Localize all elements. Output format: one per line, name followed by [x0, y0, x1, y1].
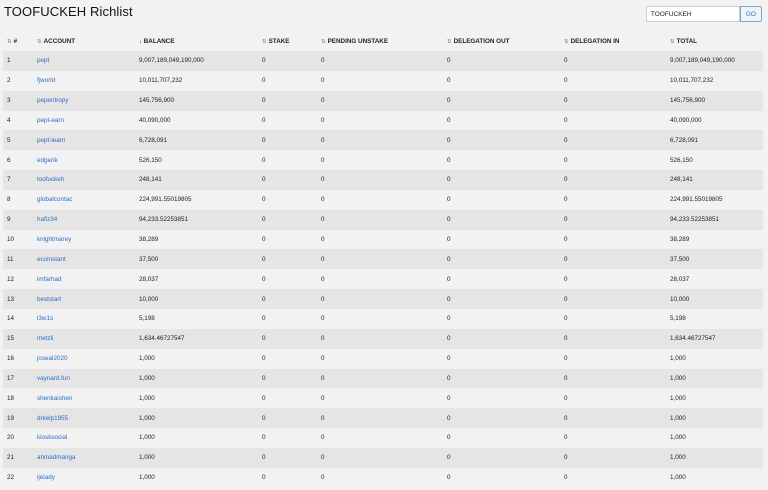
rank-cell: 19: [3, 408, 33, 428]
delegation-out-cell: 0: [443, 388, 560, 408]
delegation-out-cell: 0: [443, 230, 560, 250]
column-header-delegation-in[interactable]: ⇅ DELEGATION IN: [564, 38, 620, 45]
delegation-in-cell: 0: [560, 130, 666, 150]
rank-cell: 12: [3, 269, 33, 289]
account-link[interactable]: kiosksocial: [37, 434, 68, 442]
balance-cell: 1,000: [135, 408, 258, 428]
stake-cell: 0: [258, 448, 317, 468]
pending-unstake-cell: 0: [317, 111, 443, 131]
pending-unstake-cell: 0: [317, 309, 443, 329]
delegation-in-cell: 0: [560, 369, 666, 389]
stake-cell: 0: [258, 190, 317, 210]
stake-cell: 0: [258, 230, 317, 250]
delegation-in-cell: 0: [560, 329, 666, 349]
total-cell: 1,000: [666, 448, 763, 468]
account-cell: [33, 388, 135, 408]
account-link[interactable]: pept-earn: [37, 116, 64, 124]
delegation-in-cell: 0: [560, 150, 666, 170]
delegation-out-cell: 0: [443, 111, 560, 131]
delegation-in-cell: 0: [560, 230, 666, 250]
rank-cell: 18: [3, 388, 33, 408]
sort-icon: ⇅: [321, 39, 326, 45]
rank-cell: 1: [3, 51, 33, 71]
delegation-out-cell: 0: [443, 190, 560, 210]
delegation-in-cell: 0: [560, 468, 666, 488]
stake-cell: 0: [258, 71, 317, 91]
account-link[interactable]: beststart: [37, 295, 62, 303]
delegation-in-cell: 0: [560, 170, 666, 190]
balance-cell: 10,000: [135, 289, 258, 309]
balance-cell: 94,233.52253851: [135, 210, 258, 230]
account-link[interactable]: ijelady: [37, 474, 55, 482]
richlist-table: [3, 32, 763, 488]
pending-unstake-cell: 0: [317, 468, 443, 488]
balance-cell: 37,500: [135, 249, 258, 269]
balance-cell: 6,728,091: [135, 130, 258, 150]
account-link[interactable]: hafiz34: [37, 216, 58, 224]
table-row: [3, 408, 763, 428]
stake-cell: 0: [258, 289, 317, 309]
pending-unstake-cell: 0: [317, 230, 443, 250]
search-bar: [646, 6, 762, 22]
pending-unstake-cell: 0: [317, 428, 443, 448]
account-cell: [33, 408, 135, 428]
balance-cell: 5,198: [135, 309, 258, 329]
pending-unstake-cell: 0: [317, 51, 443, 71]
account-link[interactable]: metzli: [37, 335, 54, 343]
rank-cell: 2: [3, 71, 33, 91]
total-cell: 6,728,091: [666, 130, 763, 150]
pending-unstake-cell: 0: [317, 408, 443, 428]
total-cell: 224,991.55019805: [666, 190, 763, 210]
table-row: [3, 150, 763, 170]
pending-unstake-cell: 0: [317, 329, 443, 349]
rank-cell: 13: [3, 289, 33, 309]
total-cell: 10,011,707,232: [666, 71, 763, 91]
account-cell: [33, 448, 135, 468]
total-cell: 37,500: [666, 249, 763, 269]
rank-cell: 16: [3, 349, 33, 369]
balance-cell: 1,634.46727547: [135, 329, 258, 349]
account-cell: [33, 71, 135, 91]
delegation-in-cell: 0: [560, 448, 666, 468]
pending-unstake-cell: 0: [317, 349, 443, 369]
account-cell: [33, 150, 135, 170]
account-link[interactable]: knightmarey: [37, 236, 72, 244]
delegation-out-cell: 0: [443, 269, 560, 289]
account-link[interactable]: drkelp1955: [37, 414, 69, 422]
delegation-out-cell: 0: [443, 428, 560, 448]
stake-cell: 0: [258, 329, 317, 349]
delegation-out-cell: 0: [443, 210, 560, 230]
stake-cell: 0: [258, 388, 317, 408]
pending-unstake-cell: 0: [317, 190, 443, 210]
table-row: [3, 289, 763, 309]
delegation-in-cell: 0: [560, 428, 666, 448]
balance-cell: 1,000: [135, 349, 258, 369]
rank-cell: 6: [3, 150, 33, 170]
rank-cell: 21: [3, 448, 33, 468]
table-row: [3, 210, 763, 230]
search-input[interactable]: [646, 6, 740, 22]
stake-cell: 0: [258, 428, 317, 448]
total-cell: 1,634.46727547: [666, 329, 763, 349]
table-row: [3, 71, 763, 91]
table-row: [3, 230, 763, 250]
delegation-in-cell: 0: [560, 408, 666, 428]
account-link[interactable]: ahmadmanga: [37, 454, 76, 462]
column-header-rank[interactable]: ⇅ #: [7, 38, 18, 45]
balance-cell: 1,000: [135, 428, 258, 448]
table-row: [3, 249, 763, 269]
delegation-out-cell: 0: [443, 51, 560, 71]
stake-cell: 0: [258, 468, 317, 488]
rank-cell: 4: [3, 111, 33, 131]
balance-cell: 224,991.55019805: [135, 190, 258, 210]
table-header-row: [3, 32, 763, 51]
column-header-account[interactable]: ⇅ ACCOUNT: [37, 38, 76, 45]
table-row: [3, 388, 763, 408]
table-row: [3, 468, 763, 488]
table-row: [3, 51, 763, 71]
total-cell: 145,756,900: [666, 91, 763, 111]
account-link[interactable]: fjworld: [37, 77, 56, 85]
balance-cell: 145,756,900: [135, 91, 258, 111]
delegation-in-cell: 0: [560, 349, 666, 369]
account-cell: [33, 111, 135, 131]
total-cell: 1,000: [666, 349, 763, 369]
pending-unstake-cell: 0: [317, 369, 443, 389]
delegation-out-cell: 0: [443, 408, 560, 428]
table-row: [3, 190, 763, 210]
page-title: TOOFUCKEH Richlist: [4, 4, 133, 19]
stake-cell: 0: [258, 408, 317, 428]
sort-icon: ⇅: [37, 39, 42, 45]
delegation-out-cell: 0: [443, 309, 560, 329]
total-cell: 1,000: [666, 388, 763, 408]
account-cell: [33, 210, 135, 230]
delegation-out-cell: 0: [443, 71, 560, 91]
total-cell: 10,000: [666, 289, 763, 309]
total-cell: 526,150: [666, 150, 763, 170]
sort-icon: ⇅: [447, 39, 452, 45]
account-cell: [33, 289, 135, 309]
account-link[interactable]: pepentropy: [37, 97, 69, 105]
pending-unstake-cell: 0: [317, 388, 443, 408]
delegation-out-cell: 0: [443, 150, 560, 170]
pending-unstake-cell: 0: [317, 170, 443, 190]
stake-cell: 0: [258, 210, 317, 230]
table-row: [3, 269, 763, 289]
account-cell: [33, 428, 135, 448]
account-cell: [33, 249, 135, 269]
table-row: [3, 309, 763, 329]
total-cell: 40,090,000: [666, 111, 763, 131]
delegation-in-cell: 0: [560, 309, 666, 329]
account-cell: [33, 51, 135, 71]
delegation-in-cell: 0: [560, 111, 666, 131]
table-row: [3, 91, 763, 111]
rank-cell: 17: [3, 369, 33, 389]
rank-cell: 8: [3, 190, 33, 210]
rank-cell: 3: [3, 91, 33, 111]
sort-icon: ⇅: [670, 39, 675, 45]
column-header-balance[interactable]: ↓ BALANCE: [139, 38, 175, 45]
pending-unstake-cell: 0: [317, 150, 443, 170]
account-cell: [33, 130, 135, 150]
balance-cell: 526,150: [135, 150, 258, 170]
delegation-in-cell: 0: [560, 269, 666, 289]
delegation-in-cell: 0: [560, 51, 666, 71]
column-header-stake[interactable]: ⇅ STAKE: [262, 38, 290, 45]
account-cell: [33, 329, 135, 349]
delegation-out-cell: 0: [443, 448, 560, 468]
pending-unstake-cell: 0: [317, 71, 443, 91]
delegation-out-cell: 0: [443, 289, 560, 309]
table-row: [3, 130, 763, 150]
table-row: [3, 369, 763, 389]
account-cell: [33, 349, 135, 369]
balance-cell: 10,011,707,232: [135, 71, 258, 91]
pending-unstake-cell: 0: [317, 130, 443, 150]
delegation-out-cell: 0: [443, 468, 560, 488]
total-cell: 1,000: [666, 468, 763, 488]
account-link[interactable]: toofuckeh: [37, 176, 65, 184]
account-cell: [33, 309, 135, 329]
sort-icon: ⇅: [564, 39, 569, 45]
table-row: [3, 111, 763, 131]
rank-cell: 5: [3, 130, 33, 150]
sort-icon: ⇅: [7, 39, 12, 45]
rank-cell: 9: [3, 210, 33, 230]
stake-cell: 0: [258, 369, 317, 389]
delegation-out-cell: 0: [443, 130, 560, 150]
stake-cell: 0: [258, 91, 317, 111]
delegation-out-cell: 0: [443, 349, 560, 369]
table-row: [3, 329, 763, 349]
balance-cell: 248,141: [135, 170, 258, 190]
total-cell: 9,007,189,049,190,000: [666, 51, 763, 71]
delegation-out-cell: 0: [443, 91, 560, 111]
balance-cell: 9,007,189,049,190,000: [135, 51, 258, 71]
account-cell: [33, 170, 135, 190]
delegation-out-cell: 0: [443, 170, 560, 190]
delegation-in-cell: 0: [560, 190, 666, 210]
delegation-out-cell: 0: [443, 249, 560, 269]
stake-cell: 0: [258, 51, 317, 71]
total-cell: 5,198: [666, 309, 763, 329]
account-cell: [33, 468, 135, 488]
rank-cell: 15: [3, 329, 33, 349]
pending-unstake-cell: 0: [317, 448, 443, 468]
pending-unstake-cell: 0: [317, 210, 443, 230]
total-cell: 38,289: [666, 230, 763, 250]
table-row: [3, 170, 763, 190]
account-link[interactable]: joseal2020: [37, 355, 68, 363]
account-link[interactable]: pept: [37, 57, 50, 65]
delegation-out-cell: 0: [443, 369, 560, 389]
total-cell: 1,000: [666, 428, 763, 448]
account-cell: [33, 369, 135, 389]
column-header-total[interactable]: ⇅ TOTAL: [670, 38, 698, 45]
balance-cell: 1,000: [135, 369, 258, 389]
balance-cell: 40,090,000: [135, 111, 258, 131]
table-row: [3, 448, 763, 468]
pending-unstake-cell: 0: [317, 249, 443, 269]
total-cell: 28,037: [666, 269, 763, 289]
table-row: [3, 349, 763, 369]
balance-cell: 1,000: [135, 388, 258, 408]
delegation-in-cell: 0: [560, 210, 666, 230]
account-cell: [33, 269, 135, 289]
total-cell: 248,141: [666, 170, 763, 190]
account-link[interactable]: l3w1s: [37, 315, 54, 323]
stake-cell: 0: [258, 130, 317, 150]
table-row: [3, 428, 763, 448]
delegation-in-cell: 0: [560, 249, 666, 269]
stake-cell: 0: [258, 111, 317, 131]
sort-desc-icon: ↓: [139, 39, 142, 45]
stake-cell: 0: [258, 349, 317, 369]
stake-cell: 0: [258, 309, 317, 329]
account-cell: [33, 230, 135, 250]
delegation-in-cell: 0: [560, 91, 666, 111]
account-cell: [33, 190, 135, 210]
pending-unstake-cell: 0: [317, 289, 443, 309]
rank-cell: 20: [3, 428, 33, 448]
delegation-in-cell: 0: [560, 289, 666, 309]
rank-cell: 22: [3, 468, 33, 488]
stake-cell: 0: [258, 170, 317, 190]
account-link[interactable]: edgerik: [37, 156, 58, 164]
pending-unstake-cell: 0: [317, 91, 443, 111]
total-cell: 1,000: [666, 369, 763, 389]
pending-unstake-cell: 0: [317, 269, 443, 289]
balance-cell: 1,000: [135, 448, 258, 468]
account-link[interactable]: ecoinstant: [37, 255, 66, 263]
account-link[interactable]: pept-learn: [37, 136, 66, 144]
column-header-pending-unstake[interactable]: ⇅ PENDING UNSTAKE: [321, 38, 389, 45]
delegation-in-cell: 0: [560, 388, 666, 408]
balance-cell: 28,037: [135, 269, 258, 289]
stake-cell: 0: [258, 150, 317, 170]
account-link[interactable]: imfarhad: [37, 275, 62, 283]
account-link[interactable]: shenkaishen: [37, 394, 73, 402]
account-link[interactable]: globalcontac: [37, 196, 73, 204]
rank-cell: 14: [3, 309, 33, 329]
total-cell: 1,000: [666, 408, 763, 428]
page-header: [0, 0, 768, 28]
sort-icon: ⇅: [262, 39, 267, 45]
account-link[interactable]: vaynard.fun: [37, 374, 70, 382]
delegation-in-cell: 0: [560, 71, 666, 91]
balance-cell: 1,000: [135, 468, 258, 488]
stake-cell: 0: [258, 249, 317, 269]
stake-cell: 0: [258, 269, 317, 289]
go-button[interactable]: GO: [740, 6, 762, 22]
rank-cell: 11: [3, 249, 33, 269]
total-cell: 94,233.52253851: [666, 210, 763, 230]
column-header-delegation-out[interactable]: ⇅ DELEGATION OUT: [447, 38, 510, 45]
delegation-out-cell: 0: [443, 329, 560, 349]
rank-cell: 10: [3, 230, 33, 250]
account-cell: [33, 91, 135, 111]
rank-cell: 7: [3, 170, 33, 190]
balance-cell: 38,289: [135, 230, 258, 250]
